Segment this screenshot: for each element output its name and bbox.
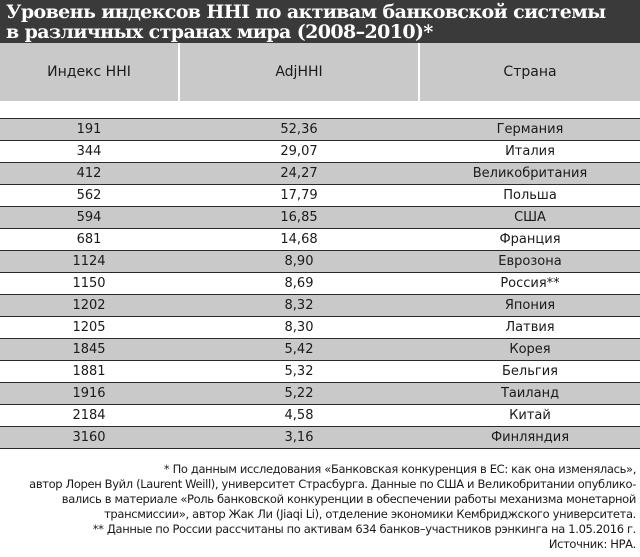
source-line: Источник: НРА. — [548, 537, 636, 551]
table-row — [0, 163, 640, 185]
cell-adjhhi: 3,16 — [284, 430, 314, 445]
cell-country: Россия** — [500, 276, 560, 291]
cell-country: Таиланд — [500, 386, 560, 401]
table-row — [0, 339, 640, 361]
footnote-line: вались в материале «Роль банковской конкуренции в обеспечении работы механизма монетарной — [61, 492, 636, 506]
footnote-line: * По данным исследования «Банковская конкуренция в ЕС: как она изменялась», — [163, 462, 636, 476]
cell-adjhhi: 8,32 — [284, 298, 314, 313]
cell-hhi: 412 — [76, 166, 102, 181]
cell-hhi: 1124 — [72, 254, 106, 269]
cell-hhi: 3160 — [72, 430, 106, 445]
cell-country: Бельгия — [502, 364, 558, 379]
cell-adjhhi: 5,42 — [284, 342, 314, 357]
page-title — [0, 0, 640, 43]
table-row — [0, 229, 640, 251]
table-row — [0, 119, 640, 141]
cell-country: Корея — [509, 342, 551, 357]
column-header-adjhhi: AdjHHI — [275, 64, 323, 80]
cell-country: Германия — [496, 122, 564, 137]
cell-adjhhi: 17,79 — [280, 188, 318, 203]
cell-adjhhi: 5,22 — [284, 386, 314, 401]
cell-adjhhi: 4,58 — [284, 408, 314, 423]
cell-country: Япония — [504, 298, 556, 313]
cell-adjhhi: 8,69 — [284, 276, 314, 291]
cell-hhi: 681 — [76, 232, 102, 247]
cell-adjhhi: 8,90 — [284, 254, 314, 269]
cell-adjhhi: 16,85 — [280, 210, 318, 225]
table-row — [0, 361, 640, 383]
cell-adjhhi: 24,27 — [280, 166, 318, 181]
column-header-hhi: Индекс ННI — [47, 64, 131, 80]
table-row — [0, 207, 640, 229]
footnote-line: автор Лорен Вуйл (Laurent Weill), университет Страсбурга. Данные по США и Великобритании опублико- — [29, 477, 636, 491]
cell-hhi: 344 — [76, 144, 102, 159]
table-row — [0, 295, 640, 317]
header-gap — [0, 101, 640, 118]
cell-country: Италия — [505, 144, 555, 159]
cell-hhi: 1205 — [72, 320, 106, 335]
title-line-1: Уровень индексов ННI по активам банковской системы — [6, 1, 606, 23]
cell-hhi: 1202 — [72, 298, 106, 313]
cell-adjhhi: 14,68 — [280, 232, 318, 247]
title-line-2: в различных странах мира (2008–2010)* — [6, 21, 433, 43]
cell-country: Финляндия — [490, 430, 570, 445]
table-row — [0, 405, 640, 427]
table-row — [0, 427, 640, 449]
table-row — [0, 383, 640, 405]
footnotes — [0, 462, 640, 552]
cell-country: Латвия — [505, 320, 555, 335]
cell-adjhhi: 29,07 — [280, 144, 318, 159]
footnote-line: ** Данные по России рассчитаны по активам 634 банков–участников рэнкинга на 1.05.2016 г. — [92, 522, 636, 536]
cell-country: Великобритания — [472, 166, 588, 181]
table-row — [0, 251, 640, 273]
table-row — [0, 185, 640, 207]
cell-hhi: 1881 — [72, 364, 106, 379]
cell-country: США — [514, 210, 546, 225]
cell-adjhhi: 52,36 — [280, 122, 318, 137]
cell-hhi: 1150 — [72, 276, 106, 291]
cell-country: Польша — [503, 188, 557, 203]
cell-adjhhi: 8,30 — [284, 320, 314, 335]
cell-hhi: 1845 — [72, 342, 106, 357]
cell-adjhhi: 5,32 — [284, 364, 314, 379]
cell-hhi: 562 — [76, 188, 102, 203]
table-header — [0, 43, 640, 101]
footnote-line: трансмиссии», автор Жак Ли (Jiaqi Li), отделение экономики Кембриджского университета. — [104, 507, 636, 521]
table-row — [0, 141, 640, 163]
cell-country: Франция — [499, 232, 561, 247]
cell-hhi: 1916 — [72, 386, 106, 401]
data-table — [0, 118, 640, 449]
table-row — [0, 317, 640, 339]
column-header-country: Страна — [503, 64, 557, 80]
cell-country: Китай — [509, 408, 551, 423]
cell-country: Еврозона — [498, 254, 562, 269]
cell-hhi: 594 — [76, 210, 102, 225]
cell-hhi: 191 — [76, 122, 102, 137]
table-row — [0, 273, 640, 295]
cell-hhi: 2184 — [72, 408, 106, 423]
